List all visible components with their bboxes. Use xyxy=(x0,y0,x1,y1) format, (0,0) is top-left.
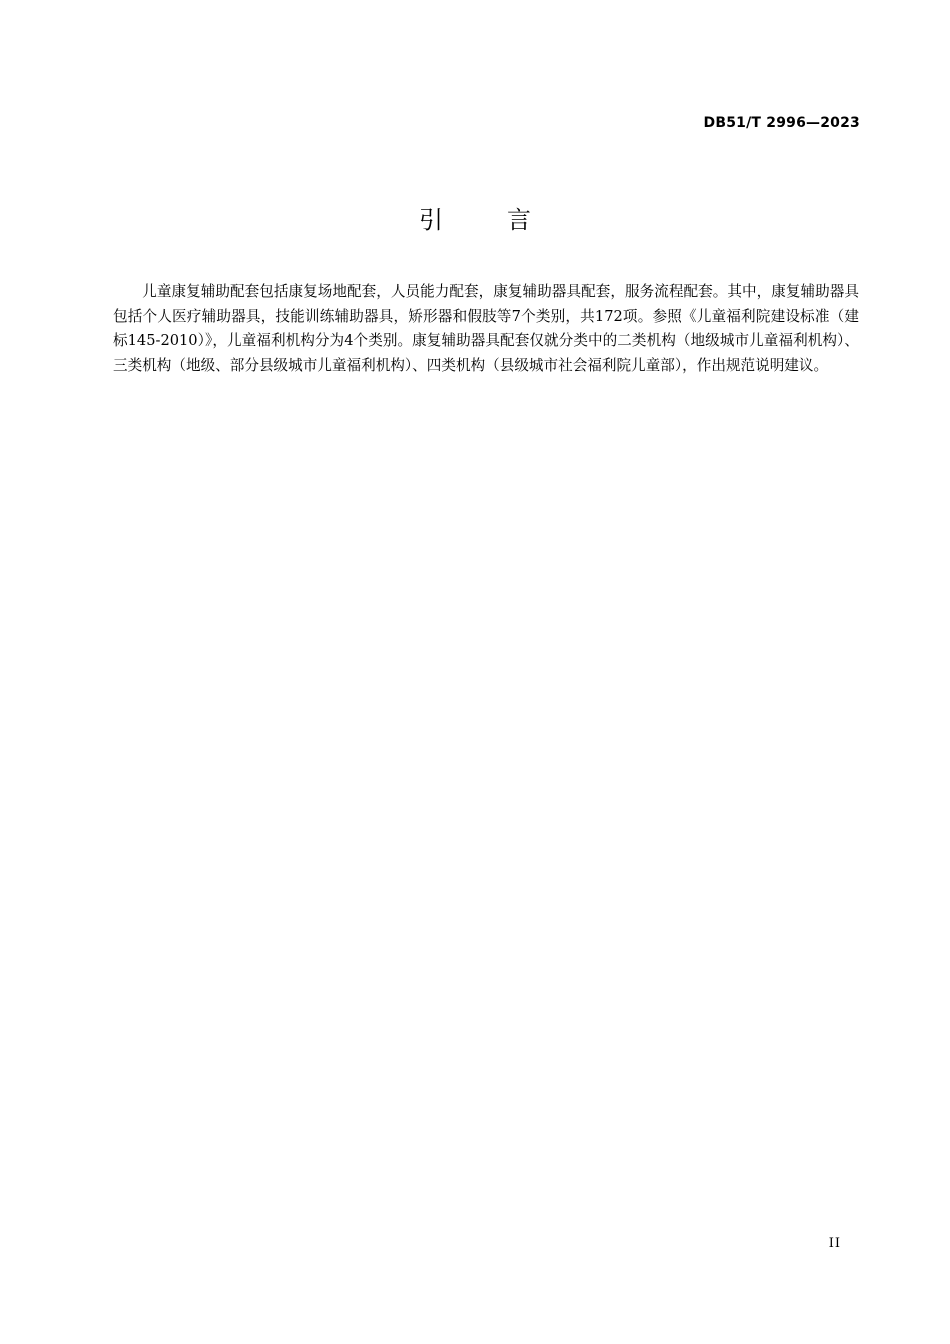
standard-code: DB51/T 2996—2023 xyxy=(703,115,860,131)
page-number: II xyxy=(828,1236,841,1251)
section-title: 引言 xyxy=(419,206,595,234)
introduction-paragraph: 儿童康复辅助配套包括康复场地配套，人员能力配套，康复辅助器具配套，服务流程配套。其中，康复辅助器具包括个人医疗辅助器具，技能训练辅助器具，矫形器和假肢等7个类别，共172项。参照《儿童福利院建设标准（建标145-2010）》，儿童福利机构分为4个类别。康复辅助器具配套仅就分类中的二类机构（地级城市儿童福利机构）、三类机构（地级、部分县级城市儿童福利机构）、四类机构（县级城市社会福利院儿童部），作出规范说明建议。 xyxy=(113,283,859,374)
